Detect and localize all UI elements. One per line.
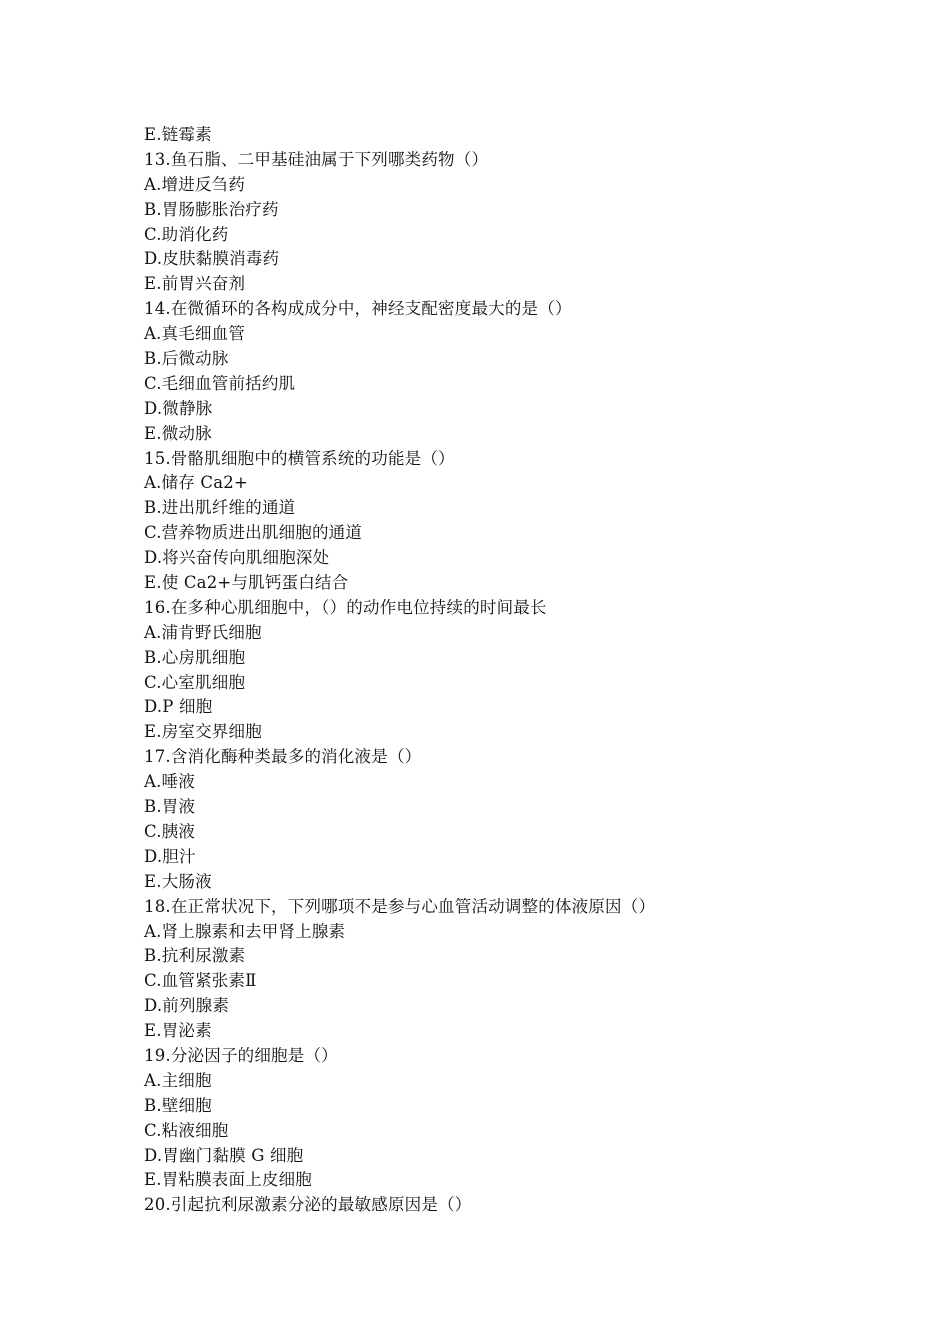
option-text: A.真毛细血管 (144, 324, 246, 344)
option-text: B.心房肌细胞 (144, 647, 246, 667)
question-text: 17.含消化酶种类最多的消化液是（） (144, 747, 422, 767)
option-text: E.前胃兴奋剂 (144, 274, 246, 294)
option-text: D.前列腺素 (144, 996, 230, 1016)
option-text: D.胃幽门黏膜 G 细胞 (144, 1145, 304, 1165)
option-text: D.胆汁 (144, 846, 196, 866)
question-text: 16.在多种心肌细胞中，（）的动作电位持续的时间最长 (144, 597, 547, 617)
document-body (144, 123, 844, 1218)
question-text: 15.骨骼肌细胞中的横管系统的功能是（） (144, 448, 455, 468)
option-text: B.后微动脉 (144, 349, 229, 369)
option-text: A.唾液 (144, 772, 195, 792)
question-text: 20.引起抗利尿激素分泌的最敏感原因是（） (144, 1195, 472, 1215)
option-text: E.房室交界细胞 (144, 722, 262, 742)
option-text: A.主细胞 (144, 1070, 212, 1090)
question-text: 13.鱼石脂、二甲基硅油属于下列哪类药物（） (144, 149, 489, 169)
option-text: D.皮肤黏膜消毒药 (144, 249, 280, 269)
option-text: E.微动脉 (144, 423, 212, 443)
option-text: D.P 细胞 (144, 697, 213, 717)
option-text: B.胃液 (144, 797, 196, 817)
option-text: E.胃粘膜表面上皮细胞 (144, 1170, 312, 1190)
question-text: 14.在微循环的各构成成分中，神经支配密度最大的是（） (144, 299, 572, 319)
option-text: C.毛细血管前括约肌 (144, 373, 296, 393)
option-text: C.胰液 (144, 821, 196, 841)
option-text: B.胃肠膨胀治疗药 (144, 199, 279, 219)
option-text: A.增进反刍药 (144, 174, 246, 194)
question-text: 19.分泌因子的细胞是（） (144, 1045, 338, 1065)
option-text: C.粘液细胞 (144, 1120, 229, 1140)
option-text: B.抗利尿激素 (144, 946, 246, 966)
option-text: B.壁细胞 (144, 1095, 212, 1115)
option-text: C.心室肌细胞 (144, 672, 246, 692)
option-text: E.使 Ca2+与肌钙蛋白结合 (144, 573, 349, 593)
option-text: A.浦肯野氏细胞 (144, 622, 262, 642)
option-text: E.链霉素 (144, 125, 212, 144)
option-text: A.储存 Ca2+ (144, 473, 248, 493)
option-text: C.血管紧张素Ⅱ (144, 971, 257, 991)
option-text: C.营养物质进出肌细胞的通道 (144, 523, 363, 543)
question-text: 18.在正常状况下，下列哪项不是参与心血管活动调整的体液原因（） (144, 896, 656, 916)
option-text: E.胃泌素 (144, 1021, 212, 1041)
option-text: D.将兴奋传向肌细胞深处 (144, 548, 330, 568)
option-text: C.助消化药 (144, 224, 229, 244)
option-text: D.微静脉 (144, 398, 213, 418)
option-text: A.肾上腺素和去甲肾上腺素 (144, 921, 346, 941)
option-text: E.大肠液 (144, 871, 212, 891)
option-text: B.进出肌纤维的通道 (144, 498, 296, 518)
